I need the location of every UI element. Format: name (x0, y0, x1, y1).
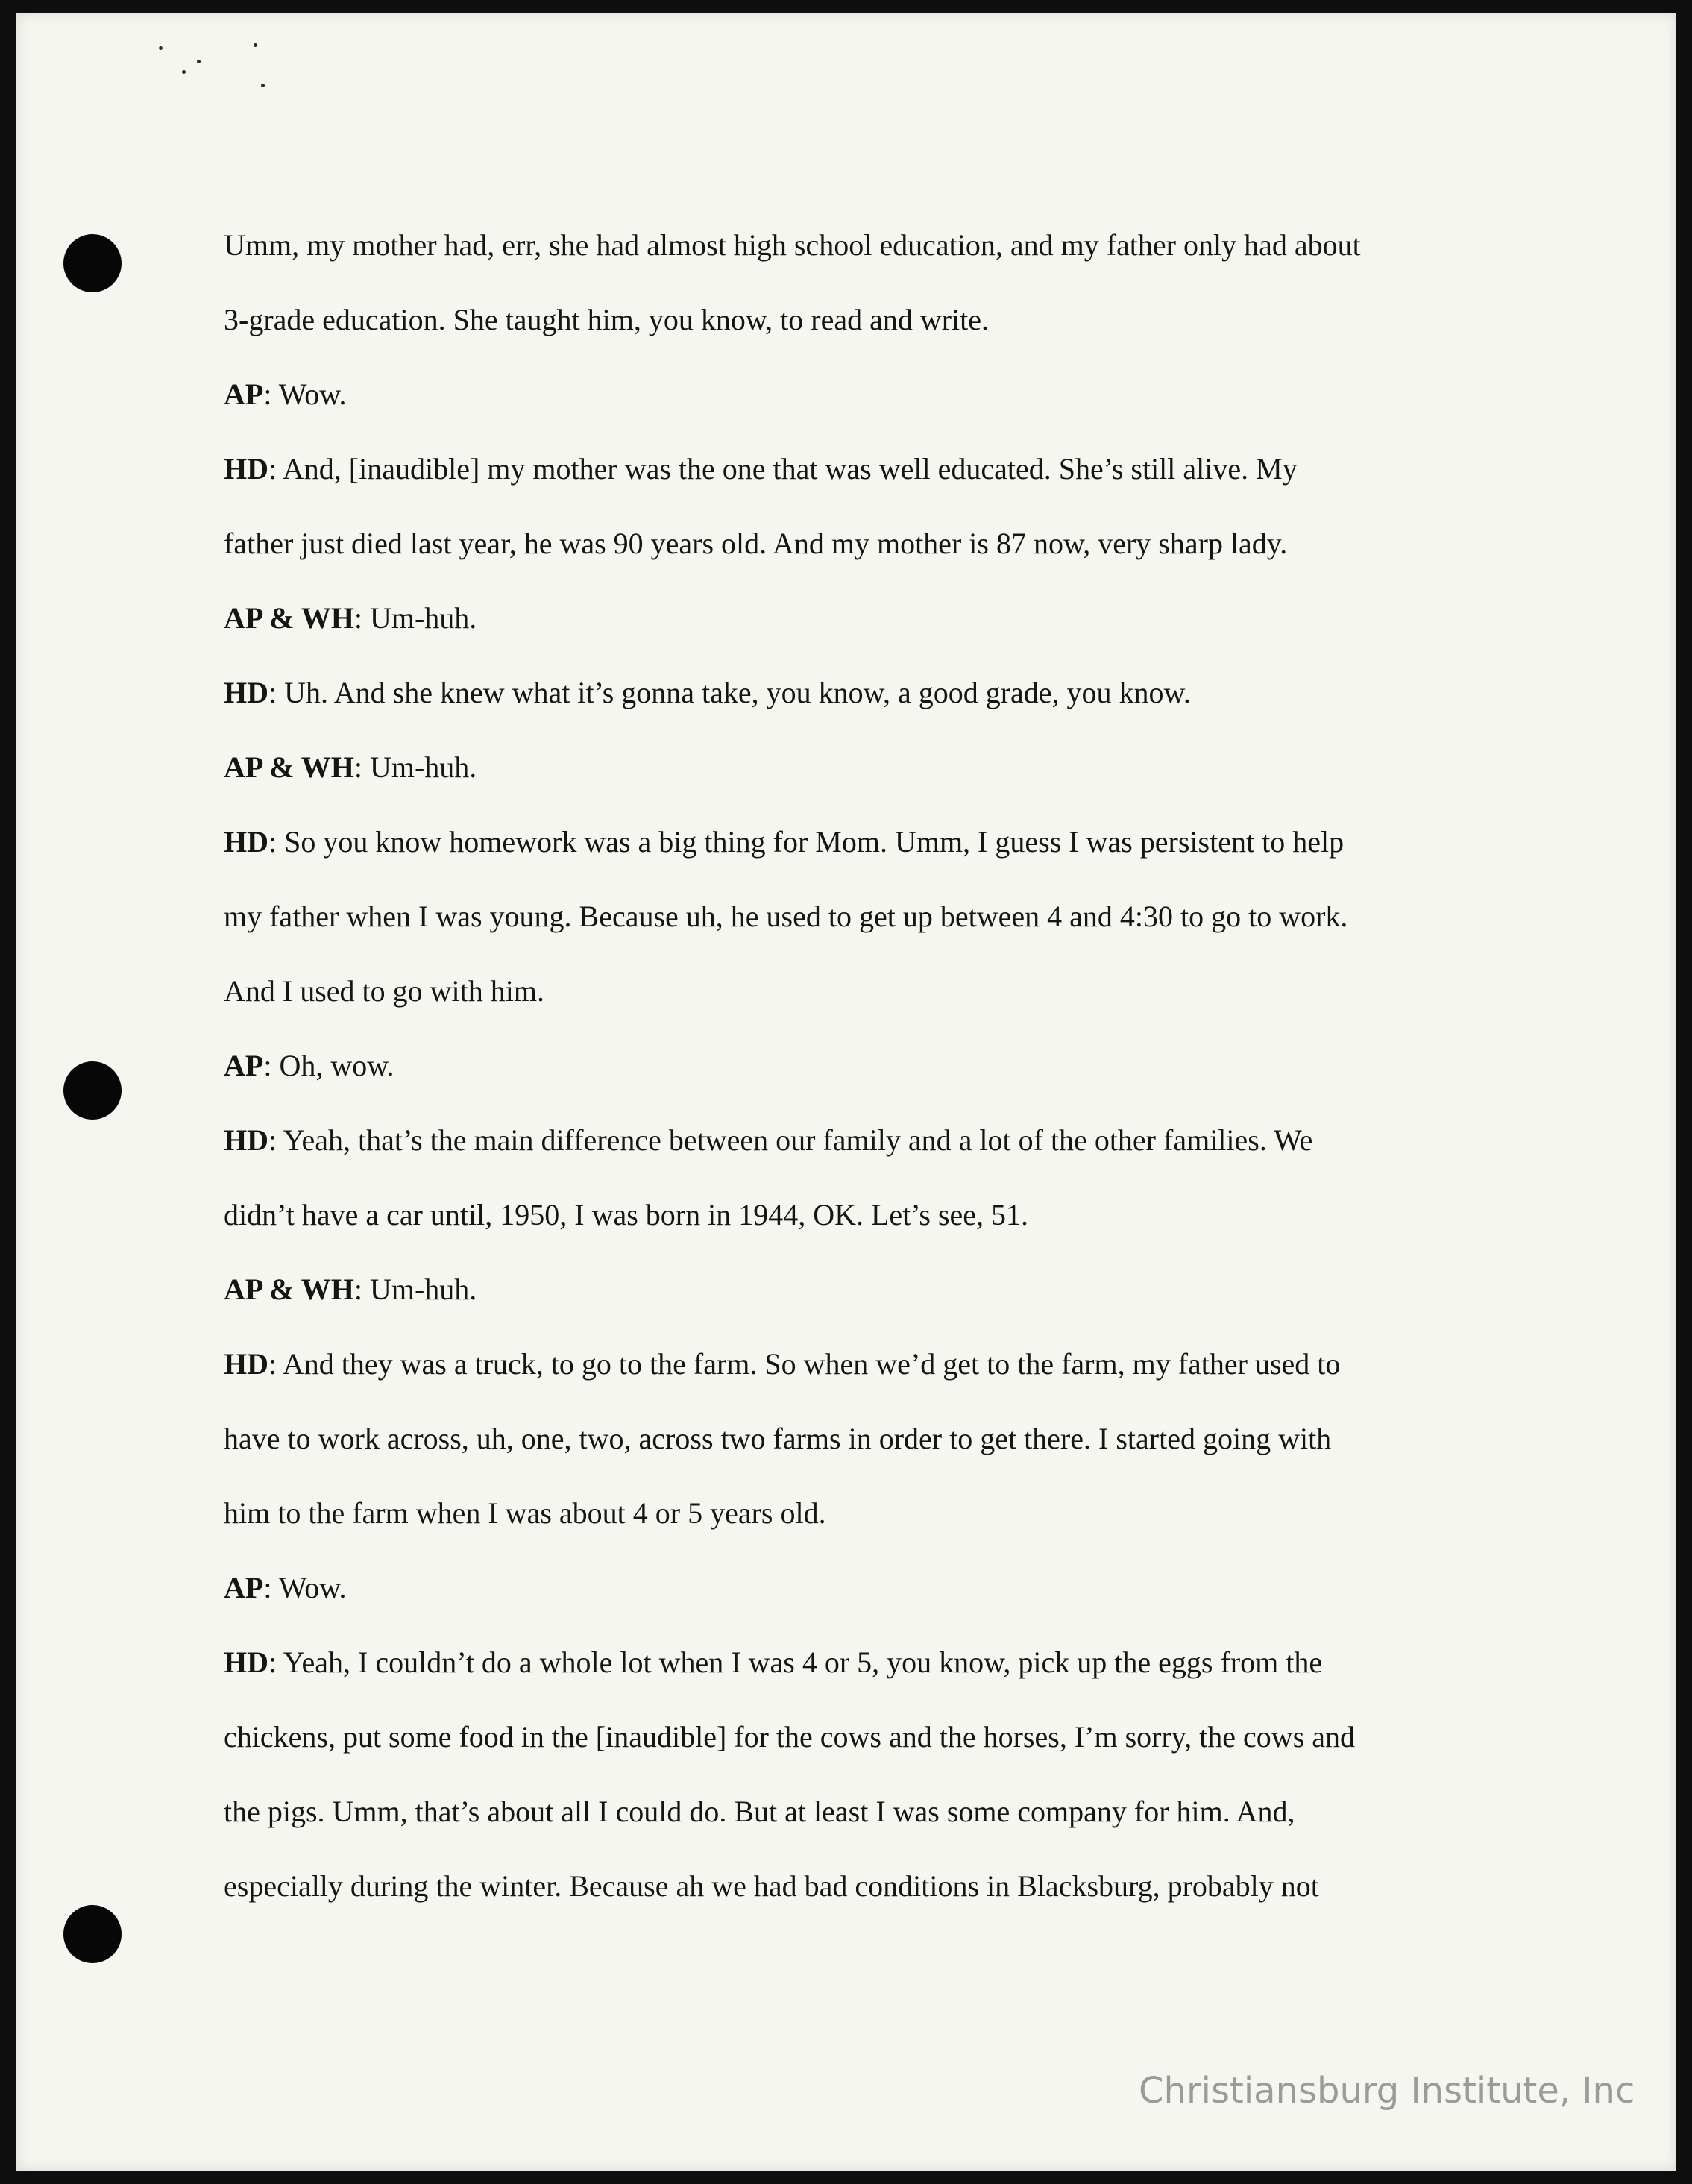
transcript-line (224, 891, 1491, 965)
line-text: Umm, my mother had, err, she had almost high school education, and my father only had about (224, 228, 1361, 262)
speaker-label: HD (224, 825, 268, 859)
speaker-label: AP & WH (224, 750, 354, 784)
line-text: : Yeah, I couldn’t do a whole lot when I was 4 or 5, you know, pick up the eggs from the (268, 1645, 1323, 1679)
transcript-line (224, 965, 1491, 1040)
line-text: especially during the winter. Because ah we had bad conditions in Blacksburg, probably not (224, 1869, 1319, 1903)
line-text: father just died last year, he was 90 years old. And my mother is 87 now, very sharp lady. (224, 527, 1288, 560)
line-text: : Wow. (263, 1571, 347, 1604)
line-text: : And, [inaudible] my mother was the one that was well educated. She’s still alive. My (268, 452, 1298, 486)
transcript-line (224, 592, 1491, 667)
transcript-line (224, 443, 1491, 518)
transcript-line (224, 1413, 1491, 1487)
transcript-line (224, 816, 1491, 891)
transcript-line (224, 1189, 1491, 1264)
speaker-label: AP (224, 1049, 264, 1082)
speaker-label: HD (224, 1645, 268, 1679)
line-text: And I used to go with him. (224, 974, 544, 1008)
transcript-line (224, 1040, 1491, 1114)
document-page (16, 13, 1676, 2171)
transcript-line (224, 1264, 1491, 1338)
transcript-line (224, 518, 1491, 592)
transcript-line (224, 1562, 1491, 1637)
speaker-label: HD (224, 676, 268, 709)
line-text: : Oh, wow. (263, 1049, 394, 1082)
line-text: : Um-huh. (353, 601, 477, 635)
line-text: : Um-huh. (353, 750, 477, 784)
transcript-line (224, 1786, 1491, 1860)
binder-hole-middle (63, 1061, 122, 1120)
paper-speck (261, 84, 265, 87)
line-text: : And they was a truck, to go to the farm. So when we’d get to the farm, my father used to (268, 1347, 1341, 1381)
line-text: the pigs. Umm, that’s about all I could do. But at least I was some company for him. And, (224, 1795, 1295, 1828)
transcript-line (224, 1637, 1491, 1711)
line-text: chickens, put some food in the [inaudible] for the cows and the horses, I’m sorry, the cows and (224, 1720, 1356, 1754)
transcript-line (224, 1114, 1491, 1189)
transcript-line (224, 741, 1491, 816)
line-text: : Wow. (263, 377, 347, 411)
speaker-label: AP & WH (224, 601, 354, 635)
speaker-label: HD (224, 1123, 268, 1157)
transcript-body (224, 219, 1491, 1935)
line-text: : Uh. And she knew what it’s gonna take, you know, a good grade, you know. (268, 676, 1191, 709)
transcript-line (224, 667, 1491, 741)
paper-speck (159, 46, 163, 50)
line-text: : Yeah, that’s the main difference between our family and a lot of the other families. We (268, 1123, 1313, 1157)
transcript-line (224, 368, 1491, 443)
line-text: have to work across, uh, one, two, across two farms in order to get there. I started going with (224, 1422, 1332, 1455)
speaker-label: AP (224, 1571, 264, 1604)
line-text: didn’t have a car until, 1950, I was born in 1944, OK. Let’s see, 51. (224, 1198, 1029, 1231)
binder-hole-top (63, 234, 122, 292)
line-text: : So you know homework was a big thing for Mom. Umm, I guess I was persistent to help (268, 825, 1345, 859)
transcript-line (224, 1860, 1491, 1935)
paper-speck (197, 60, 201, 63)
line-text: 3-grade education. She taught him, you know, to read and write. (224, 303, 990, 336)
speaker-label: AP & WH (224, 1273, 354, 1306)
line-text: my father when I was young. Because uh, he used to get up between 4 and 4:30 to go to work. (224, 900, 1348, 933)
speaker-label: AP (224, 377, 264, 411)
transcript-line (224, 219, 1491, 294)
speaker-label: HD (224, 452, 268, 486)
line-text: : Um-huh. (353, 1273, 477, 1306)
speaker-label: HD (224, 1347, 268, 1381)
line-text: him to the farm when I was about 4 or 5 years old. (224, 1496, 826, 1530)
paper-speck (254, 43, 257, 47)
paper-speck (182, 70, 186, 74)
transcript-line (224, 294, 1491, 368)
binder-hole-bottom (63, 1905, 122, 1963)
transcript-line (224, 1711, 1491, 1786)
watermark: Christiansburg Institute, Inc (1139, 2070, 1635, 2112)
transcript-line (224, 1487, 1491, 1562)
transcript-line (224, 1338, 1491, 1413)
